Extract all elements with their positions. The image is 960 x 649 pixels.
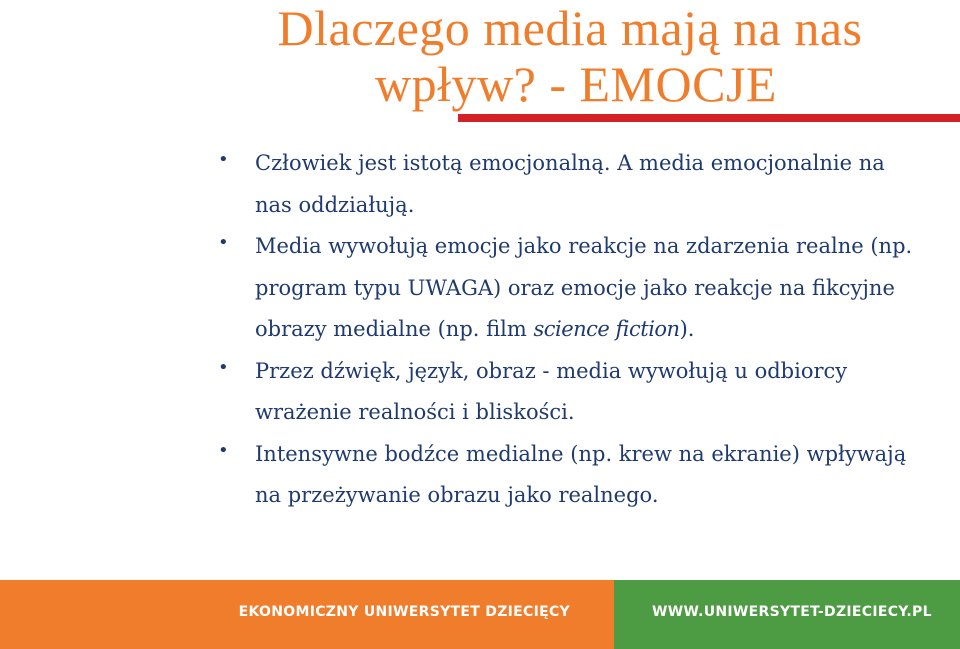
bullet-item-1 [218,143,918,226]
footer-right-panel [614,580,960,649]
footer-left-panel [0,580,614,649]
bullet-item-2-text-end: ). [679,317,695,341]
slide-title-line-2: wpływ? - EMOCJE [375,56,777,112]
footer-website-link[interactable]: WWW.UNIWERSYTET-DZIECIECY.PL [652,604,932,620]
slide-title-line-1: Dlaczego media mają na nas [277,0,863,56]
bullet-list [218,143,918,517]
bullet-item-2 [218,226,918,351]
footer-university-name: EKONOMICZNY UNIWERSYTET DZIECIĘCY [238,604,570,620]
bullet-item-3-text: Przez dźwięk, język, obraz - media wywołują u odbiorcy wrażenie realności i bliskości. [255,358,848,424]
slide-title [200,0,940,112]
bullet-item-2-text: Media wywołują emocje jako reakcje na zdarzenia realne (np. program typu UWAGA) oraz emocje jako reakcje na fikcyjne obrazy medialne (np. film [255,234,913,341]
bullet-item-2-italic-text: science fiction [533,317,680,341]
title-accent-bar [458,114,960,122]
bullet-item-4 [218,434,918,517]
bullet-item-3 [218,351,918,434]
bullet-item-1-text: Człowiek jest istotą emocjonalną. A media emocjonalnie na nas oddziałują. [255,151,885,217]
bullet-item-4-text: Intensywne bodźce medialne (np. krew na ekranie) wpływają na przeżywanie obrazu jako realnego. [255,441,907,507]
footer-bar [0,580,960,649]
